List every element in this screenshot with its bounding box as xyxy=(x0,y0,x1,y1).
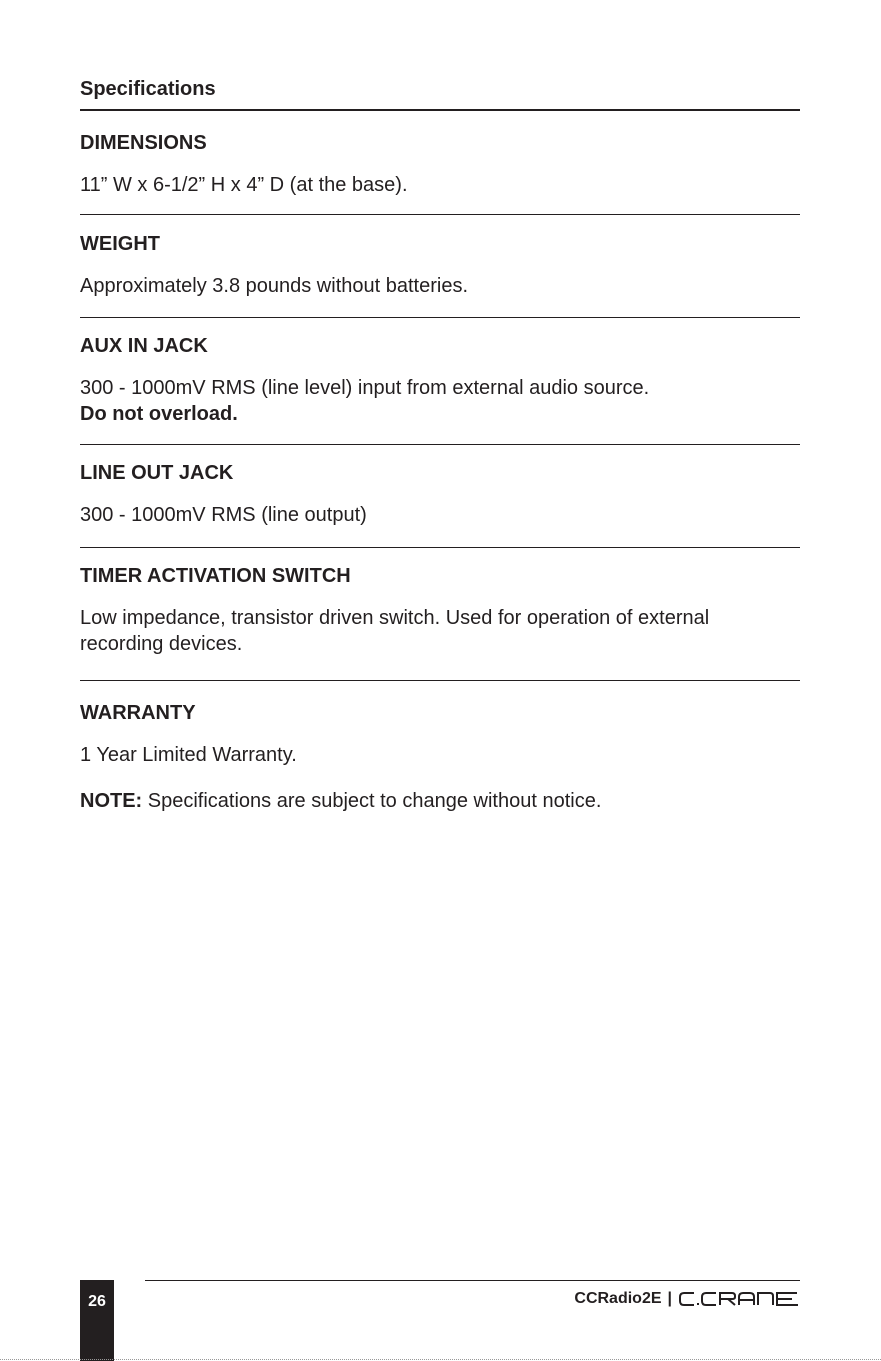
spec-value: 11” W x 6-1/2” H x 4” D (at the base). xyxy=(80,174,408,196)
spec-value: 300 - 1000mV RMS (line level) input from external audio source. xyxy=(80,377,650,399)
spec-heading: TIMER ACTIVATION SWITCH xyxy=(80,565,351,587)
spec-value: 1 Year Limited Warranty. xyxy=(80,744,297,766)
footer-product-name: CCRadio2E xyxy=(574,1290,662,1307)
spec-value-continued: recording devices. xyxy=(80,633,243,655)
c-crane-logo xyxy=(678,1290,800,1308)
section-divider xyxy=(80,317,800,318)
section-divider xyxy=(80,444,800,445)
page-number: 26 xyxy=(88,1293,106,1310)
spec-heading: WEIGHT xyxy=(80,233,160,255)
footer-separator: | xyxy=(667,1290,672,1307)
page-number-tab xyxy=(80,1280,114,1361)
spec-heading: LINE OUT JACK xyxy=(80,462,234,484)
spec-value: Low impedance, transistor driven switch. Used for operation of external xyxy=(80,607,710,629)
page-edge xyxy=(0,1359,881,1360)
spec-value: Approximately 3.8 pounds without batteries. xyxy=(80,275,468,297)
spec-weight xyxy=(80,232,800,299)
spec-heading: AUX IN JACK xyxy=(80,335,208,357)
spec-line-out-jack xyxy=(80,461,800,528)
spec-value: 300 - 1000mV RMS (line output) xyxy=(80,504,367,526)
spec-dimensions xyxy=(80,131,800,198)
spec-timer-activation-switch xyxy=(80,564,800,657)
title-divider xyxy=(80,109,800,111)
spec-aux-in-jack xyxy=(80,334,800,427)
spec-warning: Do not overload. xyxy=(80,403,238,425)
section-divider xyxy=(80,547,800,548)
spec-heading: WARRANTY xyxy=(80,702,196,724)
note xyxy=(80,788,800,814)
spec-heading: DIMENSIONS xyxy=(80,132,207,154)
footer-brand xyxy=(574,1290,800,1308)
spec-warranty xyxy=(80,701,800,768)
note-label: NOTE: xyxy=(80,790,143,812)
section-divider xyxy=(80,680,800,681)
note-text: Specifications are subject to change without notice. xyxy=(147,790,602,812)
section-divider xyxy=(80,214,800,215)
page-title: Specifications xyxy=(80,78,216,100)
footer-divider xyxy=(145,1280,800,1281)
